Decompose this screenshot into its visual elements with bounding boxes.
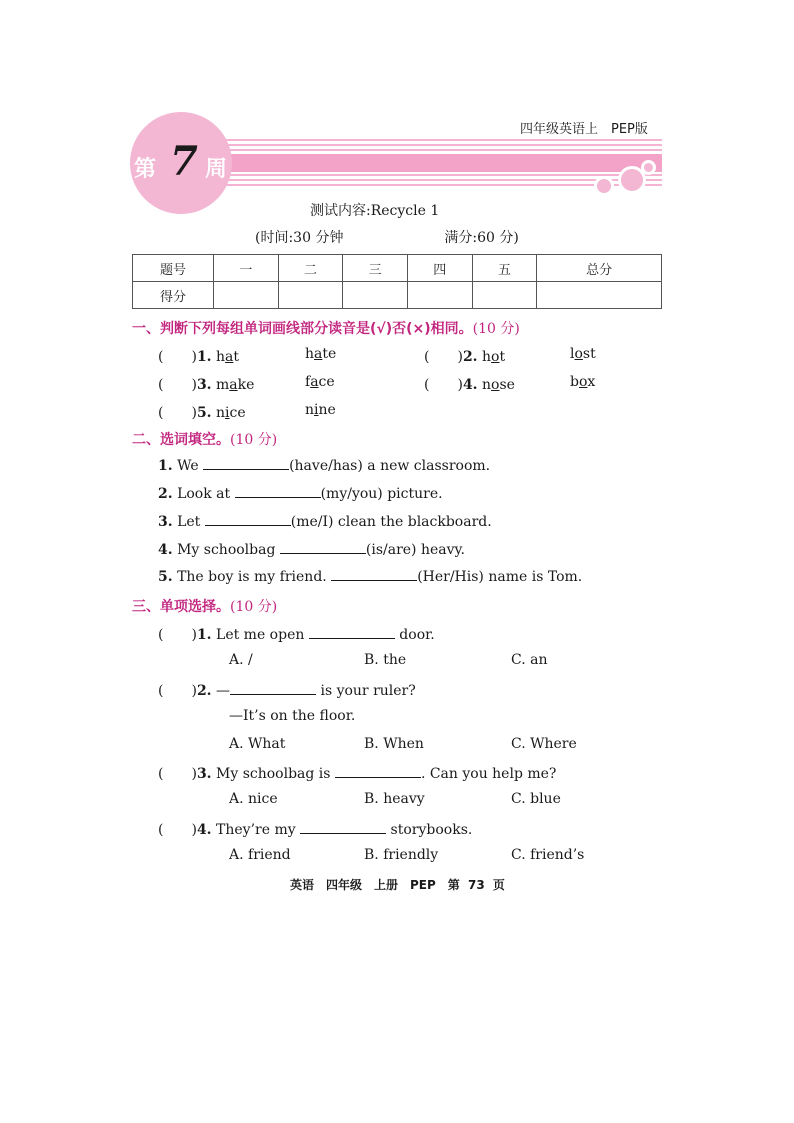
- s2-item-4: 4. My schoolbag (is/are) heavy.: [158, 542, 466, 558]
- score-cell[interactable]: [472, 282, 537, 309]
- series-label: 四年级英语上 PEP版: [520, 122, 648, 137]
- week-suffix: 周: [205, 156, 228, 182]
- week-number: 7: [170, 138, 198, 185]
- s1-item-3: [158, 374, 254, 394]
- s3-item-3: ( )3. My schoolbag is . Can you help me?: [158, 766, 557, 782]
- page-footer: 英语 四年级 上册 PEP 第 73 页: [290, 878, 505, 892]
- score-table-header: 四: [407, 255, 472, 282]
- s3-item-3-option-a[interactable]: A. nice: [229, 791, 278, 807]
- s3-item-2-option-c[interactable]: C. Where: [511, 736, 577, 752]
- word-1: nose: [482, 377, 515, 393]
- score-row-label: 得分: [133, 282, 214, 309]
- fill-blank[interactable]: [280, 541, 366, 554]
- s3-item-1-option-c[interactable]: C. an: [511, 652, 548, 668]
- fill-blank[interactable]: [205, 513, 291, 526]
- score-table-header: 题号: [133, 255, 214, 282]
- section3-title: 三、单项选择。(10 分): [132, 599, 278, 615]
- score-cell[interactable]: [214, 282, 279, 309]
- fill-blank[interactable]: [335, 765, 421, 778]
- score-table-header: 五: [472, 255, 537, 282]
- answer-paren[interactable]: ( ): [158, 627, 197, 643]
- fill-blank[interactable]: [309, 626, 395, 639]
- item-number: 4.: [462, 377, 478, 393]
- fill-blank[interactable]: [230, 682, 316, 695]
- s3-item-1: ( )1. Let me open door.: [158, 627, 435, 643]
- score-table-score-row: [133, 282, 662, 309]
- score-cell[interactable]: [537, 282, 662, 309]
- score-cell[interactable]: [343, 282, 408, 309]
- score-table-header-row: [133, 255, 662, 282]
- score-table-header: 二: [278, 255, 343, 282]
- score-table: [132, 254, 662, 309]
- week-prefix: 第: [134, 156, 157, 182]
- s1-item-5-word-2: nine: [305, 402, 336, 418]
- answer-paren[interactable]: ( ): [158, 349, 197, 365]
- time-label: (时间:30 分钟: [255, 230, 344, 246]
- score-table-header: 一: [214, 255, 279, 282]
- s1-item-2-word-2: lost: [570, 346, 596, 362]
- s1-item-1-word-2: hate: [305, 346, 337, 362]
- answer-paren[interactable]: ( ): [158, 822, 197, 838]
- s3-item-2-option-a[interactable]: A. What: [229, 736, 286, 752]
- answer-paren[interactable]: ( ): [424, 377, 463, 393]
- score-cell[interactable]: [407, 282, 472, 309]
- fill-blank[interactable]: [235, 485, 321, 498]
- s1-item-3-word-2: face: [305, 374, 335, 390]
- s2-item-3: 3. Let (me/I) clean the blackboard.: [158, 514, 492, 530]
- s1-item-4-word-2: box: [570, 374, 596, 390]
- full-score-label: 满分:60 分): [444, 230, 519, 246]
- s3-item-2: ( )2. — is your ruler?: [158, 683, 416, 699]
- fill-blank[interactable]: [203, 457, 289, 470]
- s3-item-2-line2: —It’s on the floor.: [229, 708, 356, 724]
- answer-paren[interactable]: ( ): [158, 377, 197, 393]
- s3-item-2-option-b[interactable]: B. When: [364, 736, 424, 752]
- s1-item-1: [158, 346, 239, 366]
- item-number: 1.: [196, 349, 212, 365]
- section2-title: 二、选词填空。(10 分): [132, 432, 278, 448]
- s3-item-1-option-b[interactable]: B. the: [364, 652, 407, 668]
- fill-blank[interactable]: [331, 568, 417, 581]
- score-table-header: 总分: [537, 255, 662, 282]
- section1-title: 一、判断下列每组单词画线部分读音是(√)否(×)相同。(10 分): [132, 321, 520, 337]
- test-time: [255, 227, 519, 247]
- word-1: make: [216, 377, 255, 393]
- word-1: hot: [482, 349, 506, 365]
- answer-paren[interactable]: ( ): [158, 766, 197, 782]
- s3-item-3-option-c[interactable]: C. blue: [511, 791, 561, 807]
- s3-item-1-option-a[interactable]: A. /: [229, 652, 253, 668]
- word-1: hat: [216, 349, 240, 365]
- answer-paren[interactable]: ( ): [158, 405, 197, 421]
- s2-item-5: 5. The boy is my friend. (Her/His) name is Tom.: [158, 569, 583, 585]
- item-number: 3.: [196, 377, 212, 393]
- s3-item-4-option-a[interactable]: A. friend: [229, 847, 291, 863]
- item-number: 5.: [196, 405, 212, 421]
- decor-ring-tiny: [641, 160, 656, 175]
- decor-ring-small: [594, 176, 614, 196]
- s3-item-3-option-b[interactable]: B. heavy: [364, 791, 425, 807]
- item-number: 2.: [462, 349, 478, 365]
- s3-item-4-option-b[interactable]: B. friendly: [364, 847, 439, 863]
- header-band-solid: [186, 154, 662, 172]
- word-1: nice: [216, 405, 246, 421]
- s1-item-2: [424, 346, 505, 366]
- s3-item-4-option-c[interactable]: C. friend’s: [511, 847, 585, 863]
- fill-blank[interactable]: [300, 821, 386, 834]
- score-cell[interactable]: [278, 282, 343, 309]
- score-table-header: 三: [343, 255, 408, 282]
- s3-item-4: ( )4. They’re my storybooks.: [158, 822, 473, 838]
- s1-item-5: [158, 402, 246, 422]
- test-content: 测试内容:Recycle 1: [310, 203, 440, 219]
- answer-paren[interactable]: ( ): [158, 683, 197, 699]
- s2-item-1: 1. We (have/has) a new classroom.: [158, 458, 491, 474]
- s1-item-4: [424, 374, 515, 394]
- s2-item-2: 2. Look at (my/you) picture.: [158, 486, 443, 502]
- answer-paren[interactable]: ( ): [424, 349, 463, 365]
